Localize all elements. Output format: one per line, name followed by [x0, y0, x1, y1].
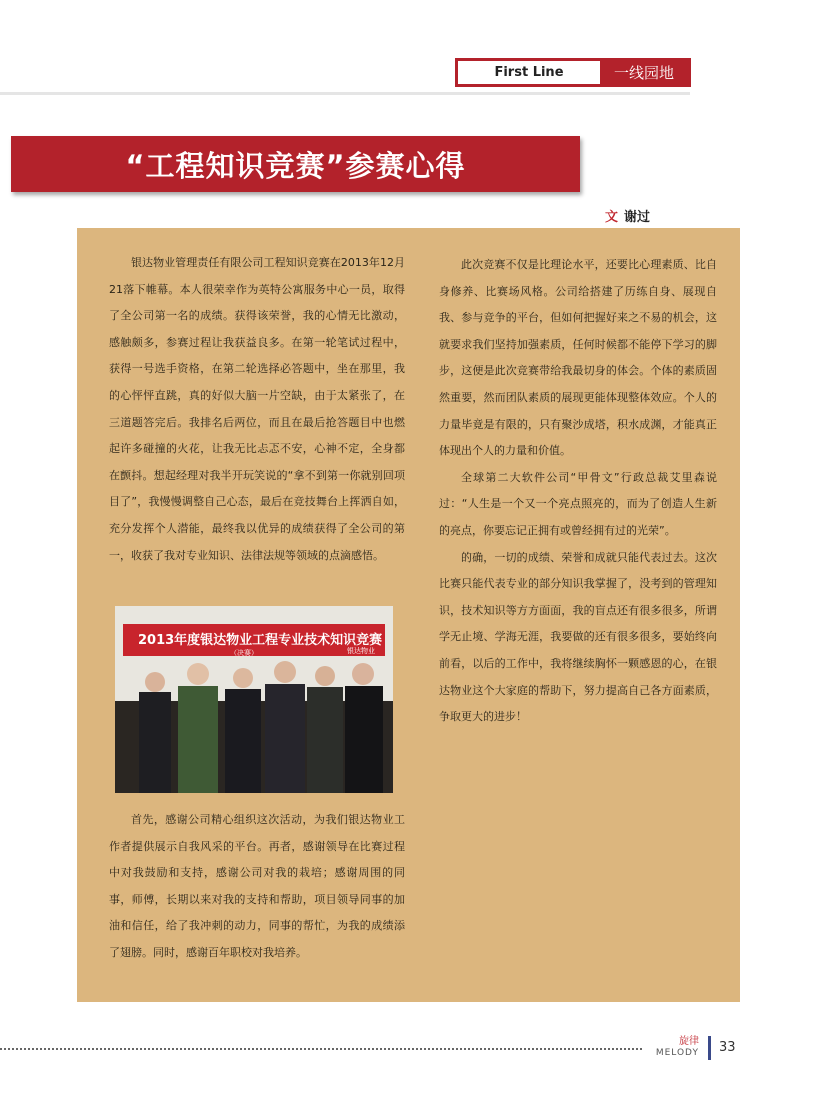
group-photo: [115, 606, 393, 793]
byline-mark: 文: [605, 210, 619, 225]
group-photo-illustration: [115, 606, 393, 793]
section-label-zh: 一线园地: [600, 61, 688, 84]
section-tag: [455, 58, 691, 87]
photo-banner-logo: 银达物业: [347, 647, 375, 655]
article-column-left-bottom: [109, 807, 405, 967]
article-paragraph: 的确，一切的成绩、荣誉和成就只能代表过去。这次比赛只能代表专业的部分知识我掌握了，没考到的管理知识，技术知识等方方面面，我的盲点还有很多很多，所谓学无止境、学海无涯，我要做的还有很多很多，要始终向前看，以后的工作中，我将继续胸怀一颗感恩的心，在银达物业这个大家庭的帮助下，努力提高自己各方面素质，争取更大的进步！: [439, 550, 717, 724]
article-paragraph: 首先，感谢公司精心组织这次活动，为我们银达物业工作者提供展示自我风采的平台。再者，感谢领导在比赛过程中对我鼓励和支持，感谢公司对我的栽培；感谢周围的同事，师傅，长期以来对我的支持和帮助，项目领导同事的加油和信任，给了我冲刺的动力，同事的帮忙，为我的成绩添了翅膀。同时，感谢百年职校对我培养。: [109, 813, 405, 959]
article-paragraph: 银达物业管理责任有限公司工程知识竞赛在2013年12月21落下帷幕。本人很荣幸作为英特公寓服务中心一员，取得了全公司第一名的成绩。获得该荣誉，我的心情无比激动，感触颇多，参赛过程让我获益良多。在第一轮笔试过程中，获得一号选手资格，在第二轮选择必答题中，坐在那里，我的心怦怦直跳，真的好似大脑一片空缺，由于太紧张了，在三道题答完后。我排名后两位，而且在最后抢答题目中也燃起许多碰撞的火花，让我无比忐忑不安，心神不定，全身都在颤抖。想起经理对我半开玩笑说的“拿不到第一你就别回项目了”，我慢慢调整自己心态，最后在竞技舞台上挥洒自如，充分发挥个人潜能，最终我以优异的成绩获得了全公司的第一，收获了我对专业知识、法律法规等领域的点滴感悟。: [109, 256, 405, 562]
article-paragraph: 此次竞赛不仅是比理论水平，还要比心理素质、比自身修养、比赛场风格。公司给搭建了历练自身、展现自我、参与竞争的平台，但如何把握好来之不易的机会，这就要求我们坚持加强素质，任何时候都不能停下学习的脚步，这便是此次竞赛带给我最切身的体会。个体的素质固然重要，然而团队素质的展现更能体现整体效应。个人的力量毕竟是有限的，只有聚沙成塔，积水成渊，才能真正体现出个人的力量和价值。: [439, 258, 717, 458]
section-label-en: First Line: [458, 61, 600, 84]
article-paragraph: 全球第二大软件公司“甲骨文”行政总裁艾里森说过：“人生是一个又一个亮点照亮的，而为了创造人生新的亮点，你要忘记正拥有或曾经拥有过的光荣”。: [439, 470, 717, 537]
footer-dotted-rule: [0, 1048, 642, 1050]
photo-banner-sub: （决赛）: [230, 649, 258, 657]
article-title: “工程知识竞赛”参赛心得: [125, 148, 466, 183]
article-column-left-top: [109, 250, 405, 569]
footer-divider-bar: [708, 1036, 711, 1060]
header-rule: [0, 92, 690, 95]
photo-banner-text: 2013年度银达物业工程专业技术知识竞赛: [138, 633, 383, 648]
byline: [605, 206, 650, 225]
page-number: 33: [719, 1040, 736, 1055]
footer-brand: [651, 1036, 699, 1059]
byline-author: 谢过: [624, 210, 651, 225]
title-banner: [11, 136, 580, 192]
footer-brand-en: MELODY: [655, 1048, 699, 1058]
article-column-right: [439, 252, 717, 731]
footer-brand-zh: 旋律: [679, 1036, 699, 1047]
